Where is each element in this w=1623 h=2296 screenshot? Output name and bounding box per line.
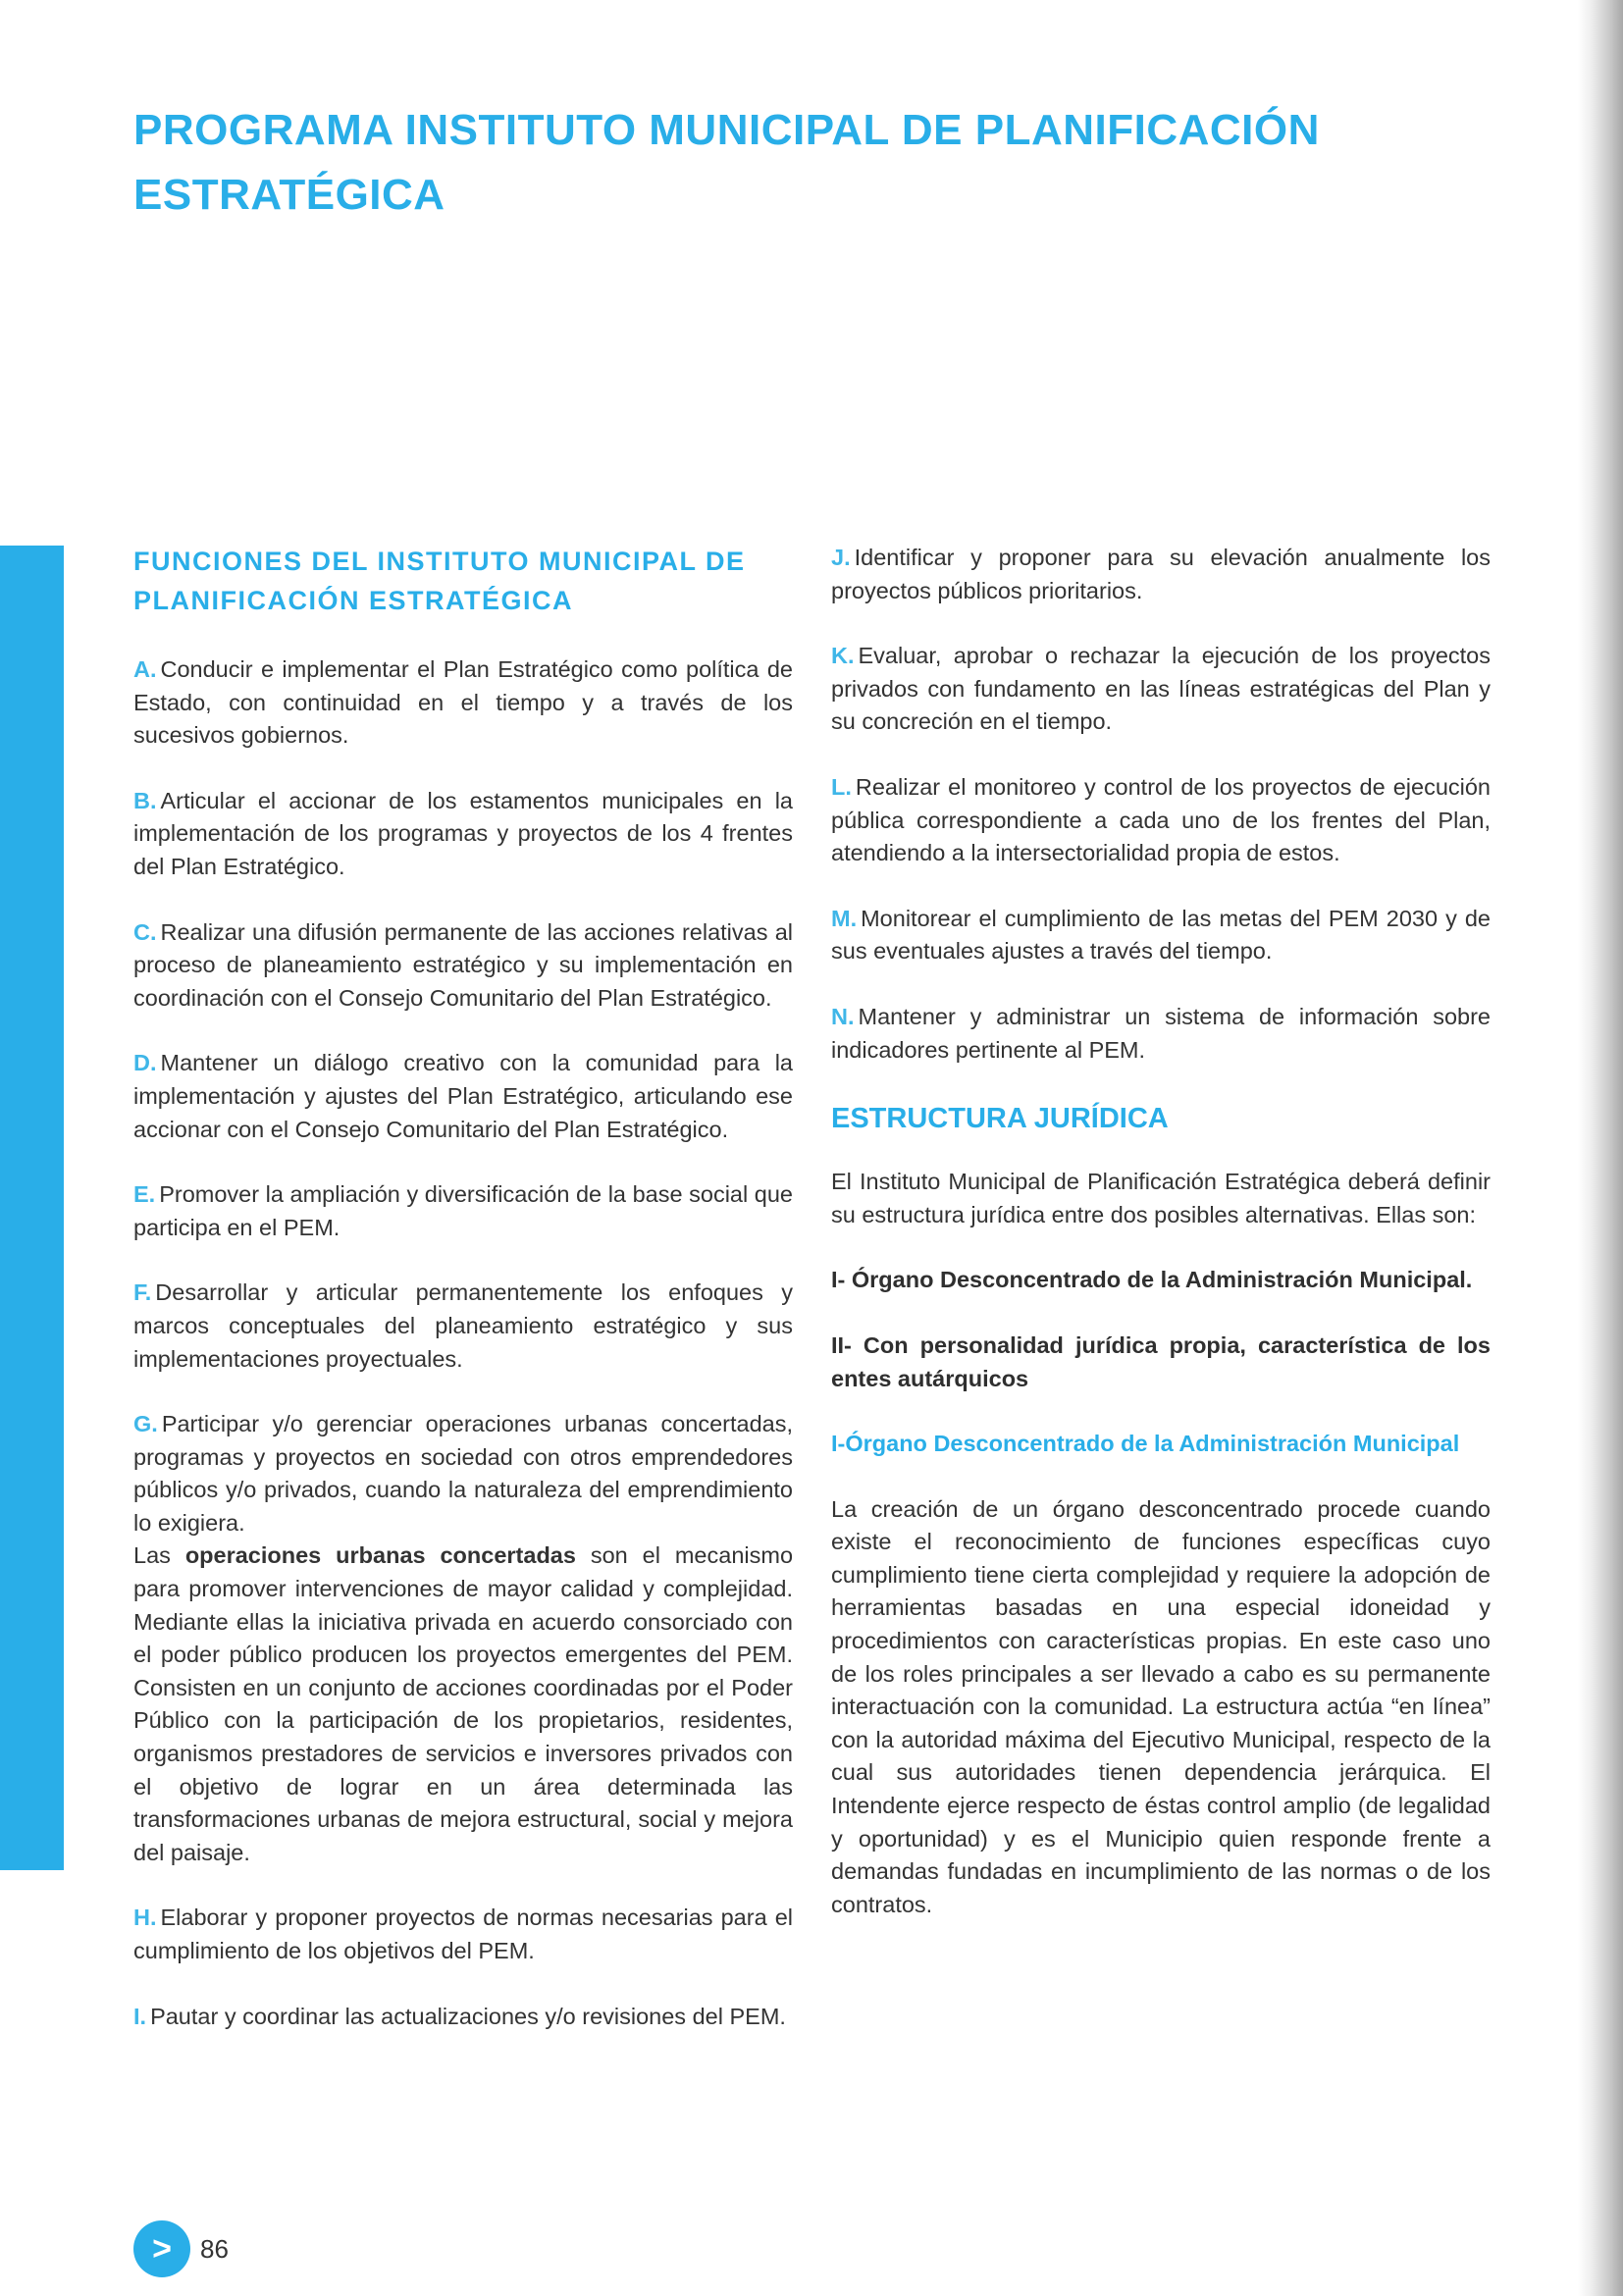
item-text: Mantener y administrar un sistema de información sobre indicadores pertinente al PEM. [831,1003,1491,1063]
item-letter: B. [133,787,157,813]
item-text: Realizar una difusión permanente de las acciones relativas al proceso de planeamiento estratégico y su implementación en coordinación con el Consejo Comunitario del Plan Estratégico. [133,918,793,1011]
page-number-badge [133,2219,229,2278]
item-letter: K. [831,643,855,669]
function-item-c [133,916,793,1016]
operaciones-paragraph [133,1539,793,1869]
function-item-e [133,1178,793,1244]
item-text: Articular el accionar de los estamentos municipales en la implementación de los programas y proyectos de los 4 frentes del Plan Estratégico. [133,787,793,879]
item-text: Elaborar y proponer proyectos de normas necesarias para el cumplimiento de los objetivos del PEM. [133,1905,793,1963]
item-letter: H. [133,1905,157,1931]
item-letter: J. [831,545,851,570]
item-text: Realizar el monitoreo y control de los proyectos de ejecución pública correspondiente a cada uno de los frentes del Plan, atendiendo a la intersectorialidad propia de estos. [831,773,1491,866]
function-item-d [133,1047,793,1146]
functions-heading-line-1: FUNCIONES DEL INSTITUTO MUNICIPAL DE [133,547,746,576]
item-letter: N. [831,1003,855,1029]
function-item-n [831,1001,1491,1067]
item-text: Mantener un diálogo creativo con la comunidad para la implementación y ajustes del Plan Estratégico, articulando ese accionar con el Consejo Comunitario del Plan Estratégico. [133,1050,793,1142]
page-number: 86 [200,2233,229,2264]
function-item-j [831,542,1491,607]
item-text: Pautar y coordinar las actualizaciones y/o revisiones del PEM. [150,2003,786,2029]
item-letter: L. [831,773,852,800]
item-text: Conducir e implementar el Plan Estratégico como política de Estado, con continuidad en el tiempo y a través de los sucesivos gobiernos. [133,656,793,749]
item-letter: F. [133,1279,152,1306]
operaciones-bold: operaciones urbanas concertadas [184,1542,576,1569]
page-title [133,98,1409,228]
structure-intro: El Instituto Municipal de Planificación Estratégica deberá definir su estructura jurídica entre dos posibles alternativas. Ellas son: [831,1169,1491,1227]
functions-heading-line-2: PLANIFICACIÓN ESTRATÉGICA [133,586,573,615]
item-letter: G. [133,1411,158,1437]
function-item-i [133,2001,793,2034]
function-item-m [831,903,1491,968]
function-item-k [831,640,1491,739]
item-text: Evaluar, aprobar o rechazar la ejecución de los proyectos privados con fundamento en las líneas estratégicas del Plan y su concreción en el tiempo. [831,643,1491,735]
function-item-g [133,1408,793,1539]
function-item-h [133,1902,793,1967]
function-item-b [133,785,793,884]
item-letter: M. [831,905,858,931]
item-text: Identificar y proponer para su elevación anualmente los proyectos públicos prioritarios. [831,545,1491,603]
item-letter: C. [133,918,157,945]
left-column [133,542,793,2065]
item-letter: D. [133,1050,157,1076]
item-letter: A. [133,656,157,682]
function-item-f [133,1277,793,1376]
page-title-line-2: ESTRATÉGICA [133,171,445,219]
functions-heading [133,542,793,620]
structure-subheading: I-Órgano Desconcentrado de la Administración Municipal [831,1431,1460,1457]
page-title-line-1: PROGRAMA INSTITUTO MUNICIPAL DE PLANIFICACIÓN [133,106,1320,154]
arrow-circle-icon: > [133,2220,190,2277]
structure-option-1: I- Órgano Desconcentrado de la Administración Municipal. [831,1267,1473,1293]
function-item-l [831,771,1491,870]
right-column [831,542,1491,1921]
item-text: Desarrollar y articular permanentemente los enfoques y marcos conceptuales del planeamiento estratégico y sus implementaciones proyectuales. [133,1279,793,1372]
item-text: Participar y/o gerenciar operaciones urbanas concertadas, programas y proyectos en sociedad con otros emprendedores públicos y/o privados, cuando la naturaleza del emprendimiento lo exigiera. [133,1411,793,1536]
item-text: Promover la ampliación y diversificación de la base social que participa en el PEM. [133,1181,793,1240]
item-letter: I. [133,2003,147,2029]
item-letter: E. [133,1181,156,1208]
operaciones-text: son el mecanismo para promover intervenciones de mayor calidad y complejidad. Mediante ellas la iniciativa privada en acuerdo consorciado con el poder público producen los proyectos emergentes del PEM. Consisten en un conjunto de acciones coordinadas por el Poder Público con la participación de los propietarios, residentes, organismos prestadores de servicios e inversores privados con el objetivo de lograr en un área determinada las transformaciones urbanas de mejora estructural, social y mejora del paisaje. [133,1542,794,1865]
operaciones-prefix: Las [133,1542,185,1569]
structure-option-2: II- Con personalidad jurídica propia, característica de los entes autárquicos [831,1331,1491,1391]
structure-heading: ESTRUCTURA JURÍDICA [831,1103,1169,1135]
book-spine-shadow [1578,0,1623,2296]
accent-bar [0,546,64,1870]
structure-body: La creación de un órgano desconcentrado procede cuando existe el reconocimiento de funciones específicas cuyo cumplimiento tiene cierta complejidad y requiere la adopción de herramientas basadas en una especial idoneidad y procedimientos con características propias. En este caso uno de los roles principales a ser llevado a cabo es su permanente interactuación con la comunidad. La estructura actúa “en línea” con la autoridad máxima del Ejecutivo Municipal, respecto de la cual sus autoridades tienen dependencia jerárquica. El Intendente ejerce respecto de éstas control amplio (de legalidad y oportunidad) y es el Municipio quien responde frente a demandas fundadas en incumplimiento de las normas o de los contratos. [831,1495,1491,1917]
item-text: Monitorear el cumplimiento de las metas del PEM 2030 y de sus eventuales ajustes a través del tiempo. [831,905,1491,965]
function-item-a [133,653,793,753]
